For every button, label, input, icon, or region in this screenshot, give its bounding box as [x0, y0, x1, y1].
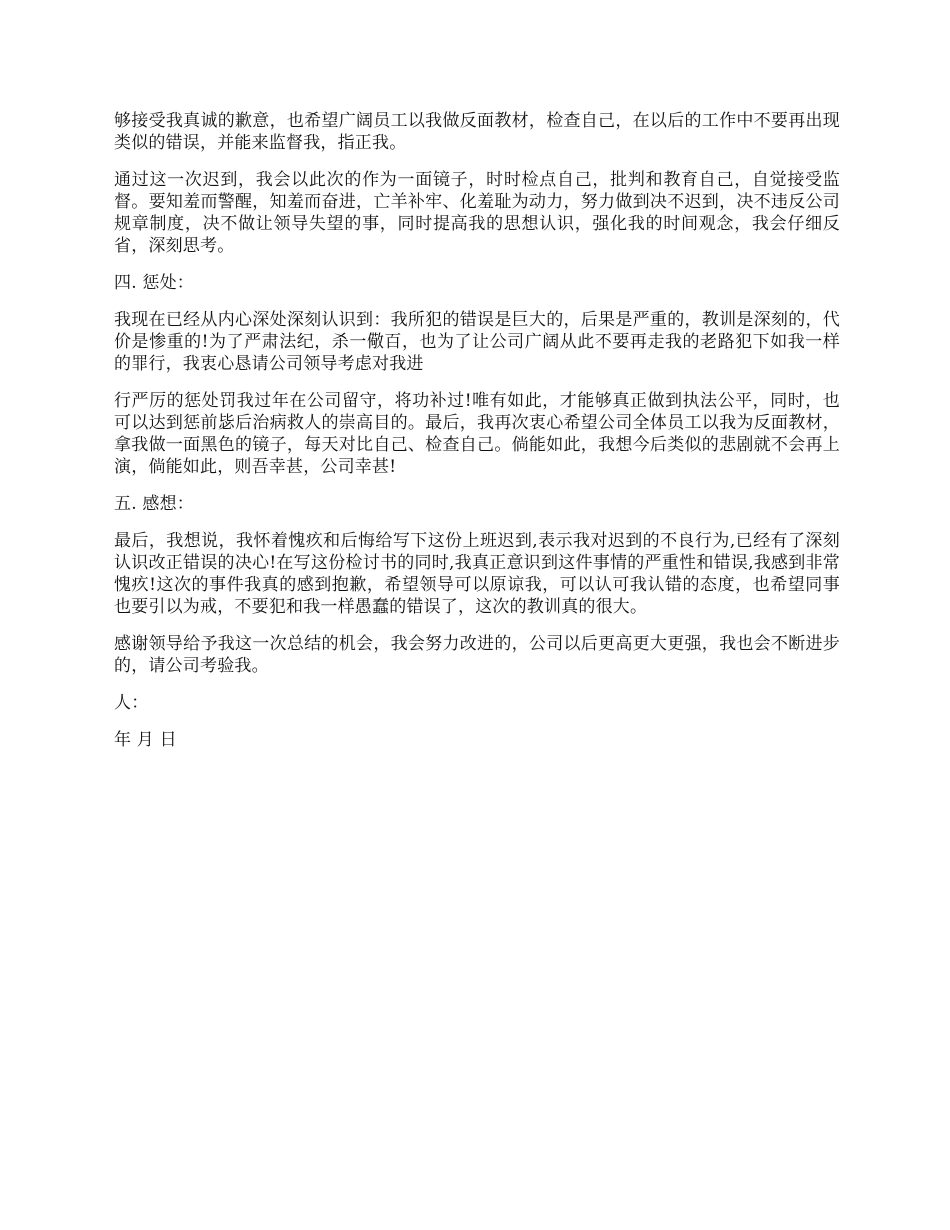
- document-page: [114, 110, 840, 766]
- paragraph-punishment-request: 行严厉的惩处罚我过年在公司留守，将功补过!唯有如此，才能够真正做到执法公平，同时，也可以达到惩前毖后治病救人的崇高目的。最后，我再次衷心希望公司全体员工以我为反面教材，拿我做一面黑色的镜子，每天对比自己、检查自己。倘能如此，我想今后类似的悲剧就不会再上演，倘能如此，则吾幸甚，公司幸甚!: [114, 391, 840, 477]
- section-heading-reflection: 五. 感想：: [114, 494, 195, 514]
- paragraph-recognition: 我现在已经从内心深处深刻认识到：我所犯的错误是巨大的，后果是严重的，教训是深刻的，代价是惨重的!为了严肃法纪，杀一儆百，也为了让公司广阔从此不要再走我的老路犯下如我一样的罪行，我衷心恳请公司领导考虑对我进: [114, 310, 840, 374]
- section-heading-punishment: 四. 惩处：: [114, 273, 195, 293]
- paragraph-thanks: 感谢领导给予我这一次总结的机会，我会努力改进的，公司以后更高更大更强，我也会不断进步的，请公司考验我。: [114, 634, 840, 676]
- paragraph-apology: 够接受我真诚的歉意，也希望广阔员工以我做反面教材，检查自己，在以后的工作中不要再出现类似的错误，并能来监督我，指正我。: [114, 111, 840, 153]
- paragraph-mirror: 通过这一次迟到，我会以此次的作为一面镜子，时时检点自己，批判和教育自己，自觉接受监督。要知羞而警醒，知羞而奋进，亡羊补牢、化羞耻为动力，努力做到决不迟到，决不违反公司规章制度，决不做让领导失望的事，同时提高我的思想认识，强化我的时间观念，我会仔细反省，深刻思考。: [114, 170, 840, 256]
- signature-line: 人：: [114, 693, 149, 713]
- paragraph-reflection: 最后，我想说，我怀着愧疚和后悔给写下这份上班迟到,表示我对迟到的不良行为,已经有了深刻认识改正错误的决心!在写这份检讨书的同时,我真正意识到这件事情的严重性和错误,我感到非常愧疚!这次的事件我真的感到抱歉，希望领导可以原谅我，可以认可我认错的态度，也希望同事也要引以为戒，不要犯和我一样愚蠢的错误了，这次的教训真的很大。: [114, 531, 840, 617]
- date-line: 年 月 日: [114, 730, 177, 750]
